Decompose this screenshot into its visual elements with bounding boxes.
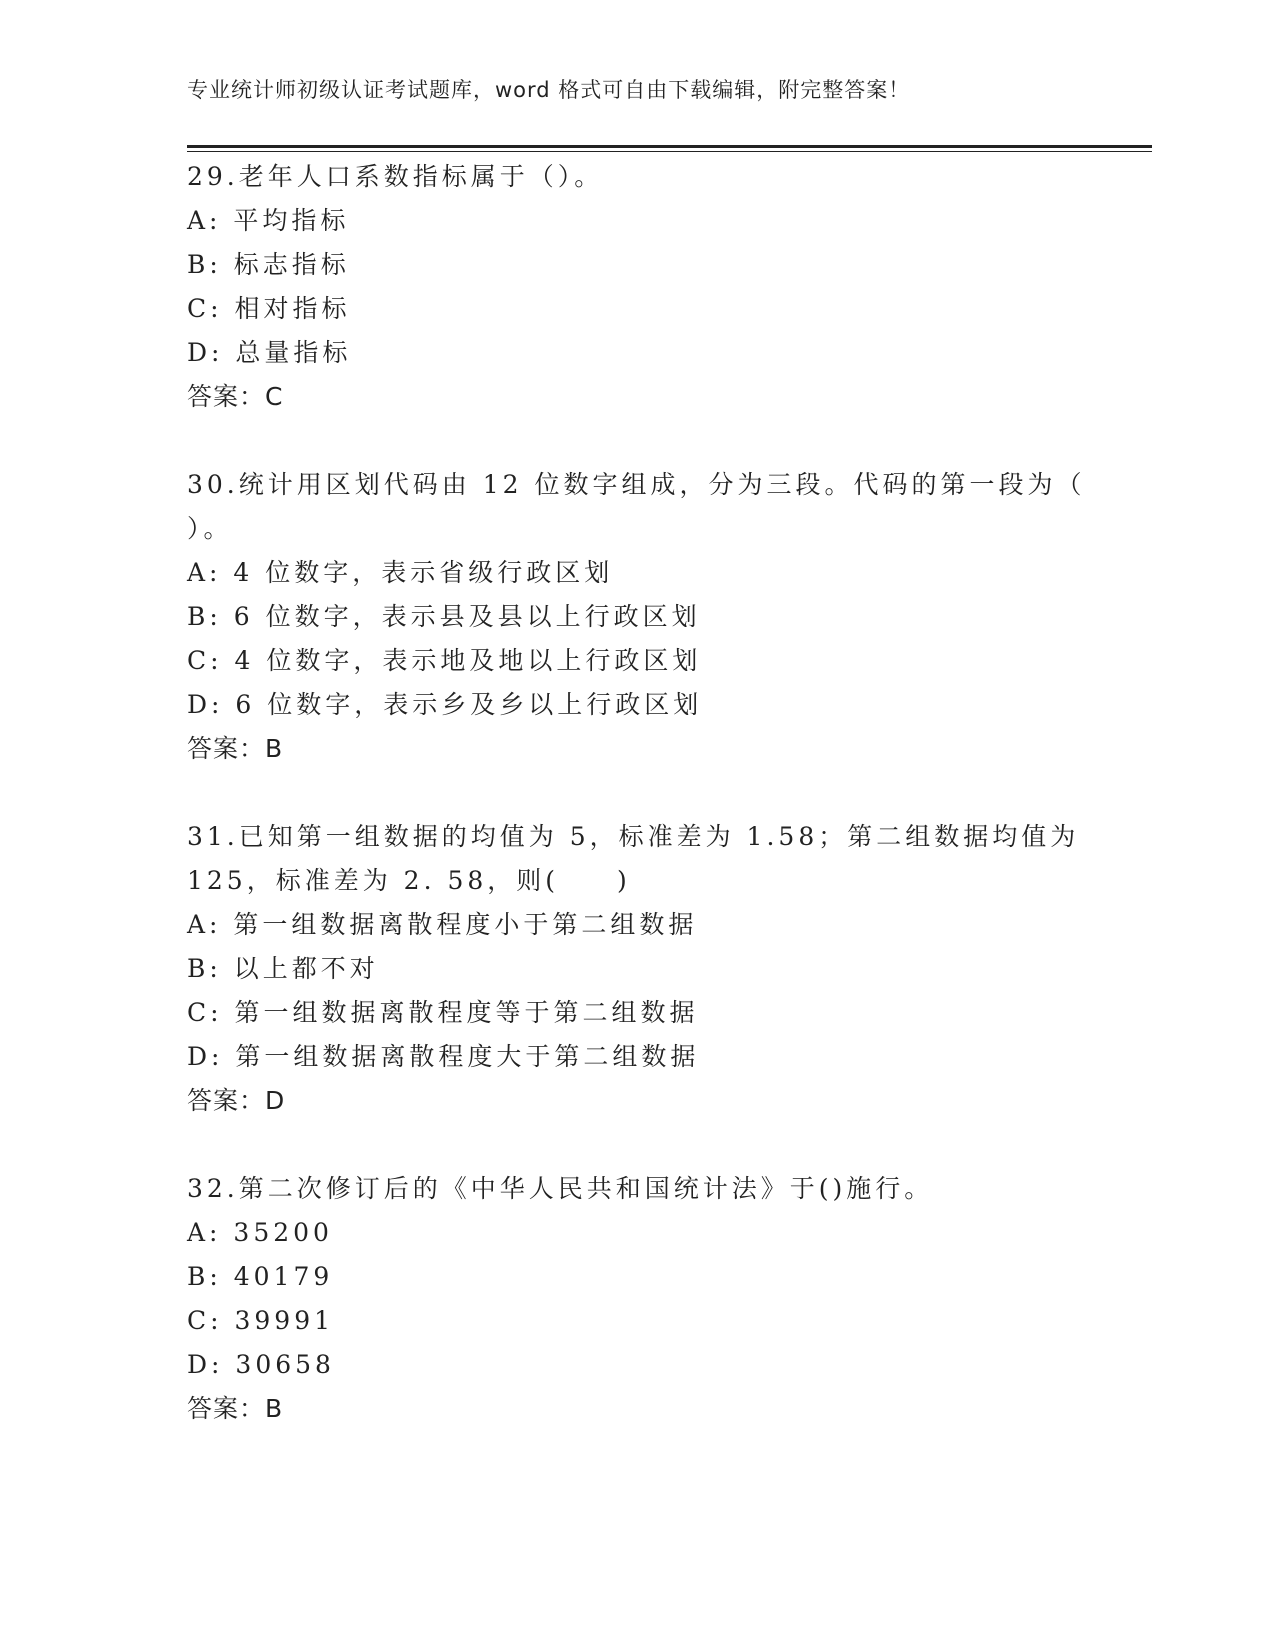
- option-a: A: 35200: [187, 1218, 333, 1247]
- option-c: C: 39991: [187, 1306, 335, 1335]
- question-text: 30.统计用区划代码由 12 位数字组成，分为三段。代码的第一段为（: [187, 470, 1086, 499]
- question-text: 29.老年人口系数指标属于（）。: [187, 162, 604, 191]
- option-a: A: 第一组数据离散程度小于第二组数据: [187, 910, 698, 939]
- answer: 答案：C: [187, 382, 284, 411]
- option-a: A: 4 位数字，表示省级行政区划: [187, 558, 614, 587]
- option-c: C: 4 位数字，表示地及地以上行政区划: [187, 646, 702, 675]
- question-text-continued: 125，标准差为 2. 58，则( ): [187, 866, 631, 895]
- header-text: 专业统计师初级认证考试题库，word 格式可自由下载编辑，附完整答案！: [187, 78, 911, 102]
- answer: 答案：B: [187, 734, 284, 763]
- question-text: 32.第二次修订后的《中华人民共和国统计法》于()施行。: [187, 1174, 934, 1203]
- option-a: A: 平均指标: [187, 206, 350, 235]
- answer: 答案：D: [187, 1086, 286, 1115]
- option-b: B: 6 位数字，表示县及县以上行政区划: [187, 602, 701, 631]
- option-d: D: 第一组数据离散程度大于第二组数据: [187, 1042, 700, 1071]
- option-d: D: 6 位数字，表示乡及乡以上行政区划: [187, 690, 703, 719]
- question-text-continued: ）。: [187, 514, 233, 543]
- answer: 答案：B: [187, 1394, 284, 1423]
- option-d: D: 总量指标: [187, 338, 352, 367]
- option-b: B: 标志指标: [187, 250, 350, 279]
- option-d: D: 30658: [187, 1350, 335, 1379]
- header-rule-thin: [187, 151, 1152, 152]
- option-c: C: 相对指标: [187, 294, 351, 323]
- question-text: 31.已知第一组数据的均值为 5，标准差为 1.58；第二组数据均值为: [187, 822, 1080, 851]
- option-b: B: 40179: [187, 1262, 334, 1291]
- header-rule-thick: [187, 145, 1152, 148]
- option-b: B: 以上都不对: [187, 954, 379, 983]
- option-c: C: 第一组数据离散程度等于第二组数据: [187, 998, 699, 1027]
